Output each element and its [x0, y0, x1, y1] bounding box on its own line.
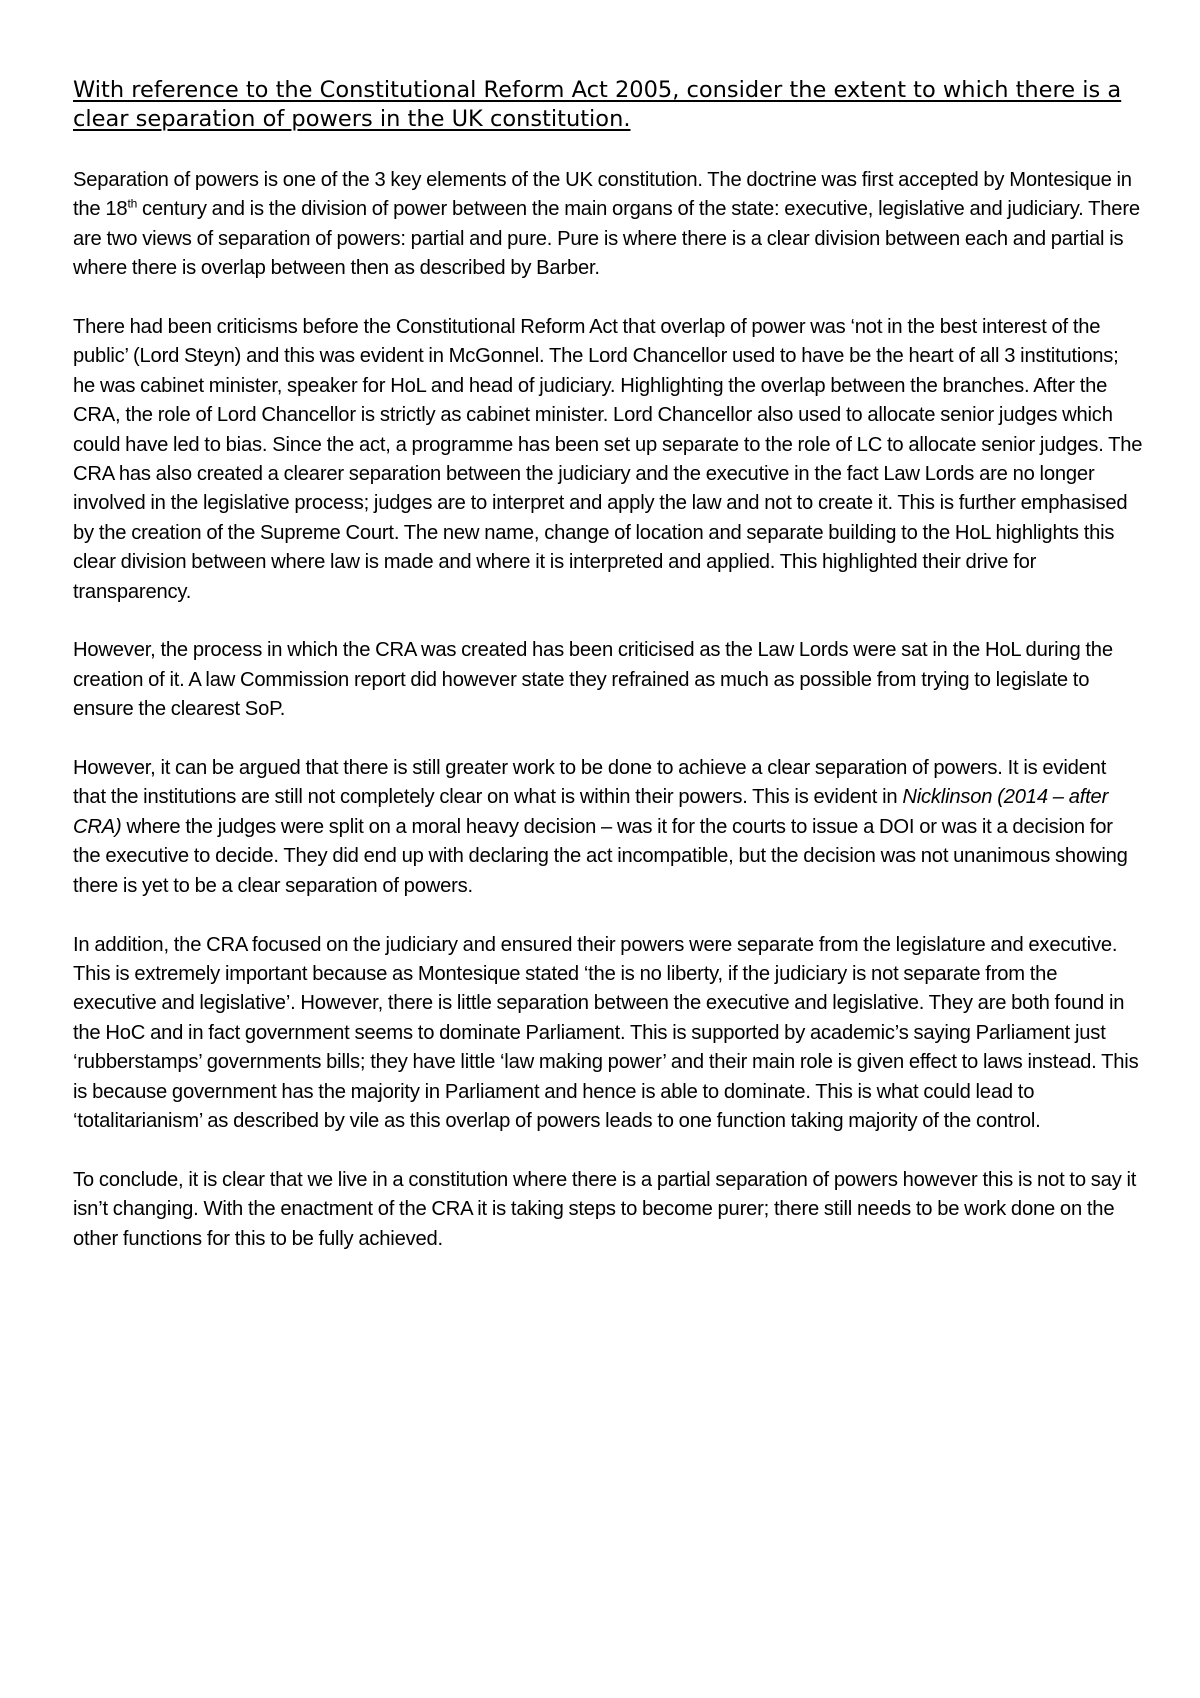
- paragraph-introduction-part-a: Separation of powers is one of the 3 key elements of the UK constitution. The doctrine was first accepted by Montesique in the 18: [73, 169, 1132, 221]
- paragraph-executive-legislative: In addition, the CRA focused on the judiciary and ensured their powers were separate from the legislature and executive. This is extremely important because as Montesique stated ‘the is no liberty, if the judiciary is not separate from the executive and legislative’. However, there is little separation between the executive and legislative. They are both found in the HoC and in fact government seems to dominate Parliament. This is supported by academic’s saying Parliament just ‘rubberstamps’ governments bills; they have little ‘law making power’ and their main role is given effect to laws instead. This is because government has the majority in Parliament and hence is able to dominate. This is what could lead to ‘totalitarianism’ as described by vile as this overlap of powers leads to one function taking majority of the control.: [73, 933, 1139, 1132]
- paragraph-further-work: [73, 754, 1143, 901]
- case-citation: Nicklinson (2014 – after CRA): [73, 786, 1109, 838]
- paragraph-further-work-part-b: where the judges were split on a moral heavy decision – was it for the courts to issue a DOI or was it a decision for the executive to decide. They did end up with declaring the act incompatible, but the decision was not unanimous showing there is yet to be a clear separation of powers.: [73, 815, 1128, 897]
- paragraph-further-work-part-a: However, it can be argued that there is still greater work to be done to achieve a clear separation of powers. It is evident that the institutions are still not completely clear on what is within their powers. This is evident in: [73, 757, 1107, 809]
- paragraph-cra-process: However, the process in which the CRA was created has been criticised as the Law Lords were sat in the HoL during the creation of it. A law Commission report did however state they refrained as much as possible from trying to legislate to ensure the clearest SoP.: [73, 639, 1113, 721]
- essay-title: With reference to the Constitutional Reform Act 2005, consider the extent to which there is a clear separation of powers in the UK constitution.: [73, 77, 1122, 132]
- paragraph-introduction-part-b: century and is the division of power between the main organs of the state: executive, legislative and judiciary. There are two views of separation of powers: partial and pure. Pure is where there is a clear division between each and partial is where there is overlap between then as described by Barber.: [73, 198, 1140, 280]
- ordinal-superscript: th: [127, 196, 138, 211]
- essay-page: [73, 76, 1143, 1283]
- paragraph-introduction: [73, 166, 1143, 284]
- paragraph-criticisms: There had been criticisms before the Constitutional Reform Act that overlap of power was ‘not in the best interest of the public’ (Lord Steyn) and this was evident in McGonnel. The Lord Chancellor used to have be the heart of all 3 institutions; he was cabinet minister, speaker for HoL and head of judiciary. Highlighting the overlap between the branches. After the CRA, the role of Lord Chancellor is strictly as cabinet minister. Lord Chancellor also used to allocate senior judges which could have led to bias. Since the act, a programme has been set up separate to the role of LC to allocate senior judges. The CRA has also created a clearer separation between the judiciary and the executive in the fact Law Lords are no longer involved in the legislative process; judges are to interpret and apply the law and not to create it. This is further emphasised by the creation of the Supreme Court. The new name, change of location and separate building to the HoL highlights this clear division between where law is made and where it is interpreted and applied. This highlighted their drive for transparency.: [73, 316, 1143, 603]
- paragraph-conclusion: To conclude, it is clear that we live in a constitution where there is a partial separation of powers however this is not to say it isn’t changing. With the enactment of the CRA it is taking steps to become purer; there still needs to be work done on the other functions for this to be fully achieved.: [73, 1168, 1137, 1250]
